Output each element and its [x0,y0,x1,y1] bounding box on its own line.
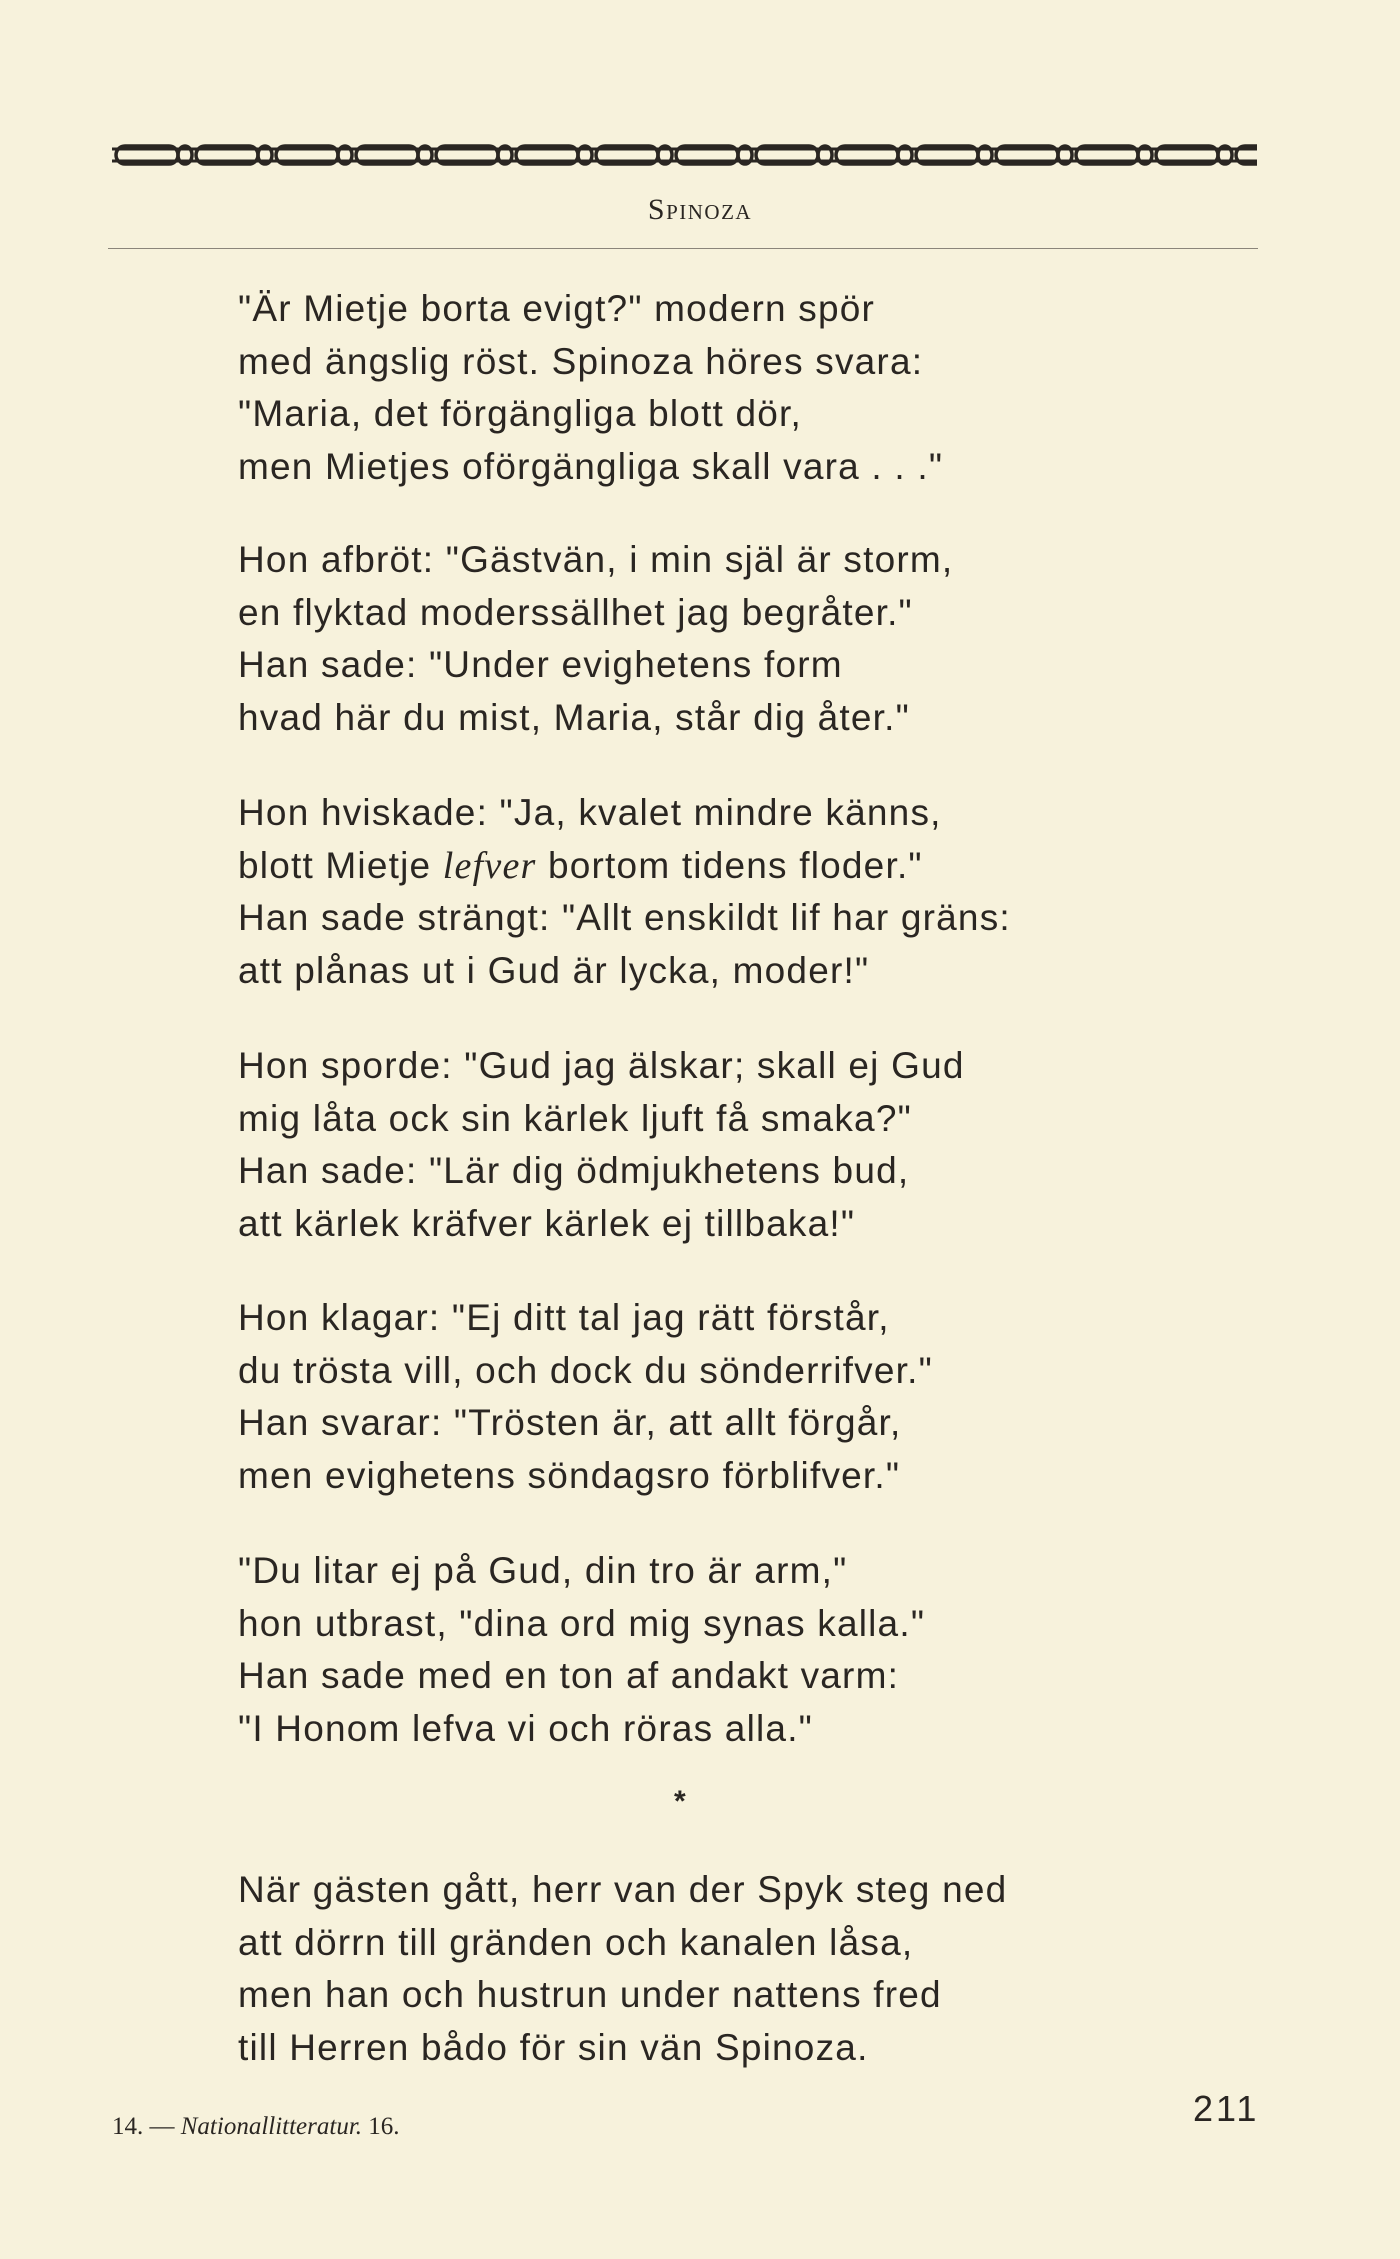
page-number: 211 [1193,2088,1260,2129]
verse-line: men evighetens söndagsro förblifver." [238,1454,901,1496]
italic-word: lefver [442,844,537,887]
verse-line: Hon sporde: "Gud jag älskar; skall ej Gud [238,1045,965,1086]
printer-signature [112,2113,400,2141]
stanza-6 [238,1545,1238,1755]
verse-line: "Är Mietje borta evigt?" modern spör [238,288,876,329]
verse-line: Hon hviskade: "Ja, kvalet mindre känns, [238,792,942,833]
verse-line: du trösta vill, och dock du sönderrifver." [238,1349,933,1391]
verse-text: bortom tidens floder." [536,844,923,886]
verse-text: blott Mietje [238,844,443,886]
section-separator: * [674,1785,686,1818]
running-head: Spinoza [647,193,753,226]
verse-line: med ängslig röst. Spinoza höres svara: [238,340,924,382]
stanza-4 [238,1040,1238,1250]
verse-line: Hon klagar: "Ej ditt tal jag rätt förstår, [238,1297,890,1338]
verse-line: att plånas ut i Gud är lycka, moder!" [238,949,870,991]
verse-line: "Maria, det förgängliga blott dör, [238,393,803,434]
verse-line: "Du litar ej på Gud, din tro är arm," [238,1550,848,1591]
verse-line: till Herren bådo för sin vän Spinoza. [238,2026,869,2068]
stanza-1 [238,283,1238,493]
decorative-border-ornament [112,140,1257,170]
signature-suffix: 16. [362,2113,400,2140]
verse-line: hon utbrast, "dina ord mig synas kalla." [238,1602,926,1644]
verse-line: men Mietjes oförgängliga skall vara . . ." [238,445,944,487]
stanza-7 [238,1864,1238,2074]
verse-line: Han sade strängt: "Allt enskildt lif har gräns: [238,897,1011,938]
verse-line: Hon afbröt: "Gästvän, i min själ är storm, [238,539,954,580]
signature-title: Nationallitteratur. [180,2113,363,2140]
verse-line: Han sade med en ton af andakt varm: [238,1655,900,1696]
verse-line: men han och hustrun under nattens fred [238,1974,942,2015]
stanza-3 [238,787,1238,997]
verse-line: "I Honom lefva vi och röras alla." [238,1707,814,1749]
header-rule [108,248,1258,249]
stanza-2 [238,534,1238,744]
signature-prefix: 14. — [112,2113,181,2140]
verse-line: hvad här du mist, Maria, står dig åter." [238,696,910,738]
verse-line: Han sade: "Lär dig ödmjukhetens bud, [238,1150,910,1191]
verse-line: När gästen gått, herr van der Spyk steg ned [238,1869,1008,1910]
stanza-5 [238,1292,1238,1502]
verse-line: mig låta ock sin kärlek ljuft få smaka?" [238,1097,912,1139]
verse-line [238,840,1238,893]
verse-line: att kärlek kräfver kärlek ej tillbaka!" [238,1202,856,1244]
verse-line: en flyktad moderssällhet jag begråter." [238,591,913,633]
verse-line: att dörrn till gränden och kanalen låsa, [238,1921,914,1963]
verse-line: Han sade: "Under evighetens form [238,644,843,685]
verse-line: Han svarar: "Trösten är, att allt förgår, [238,1402,902,1443]
